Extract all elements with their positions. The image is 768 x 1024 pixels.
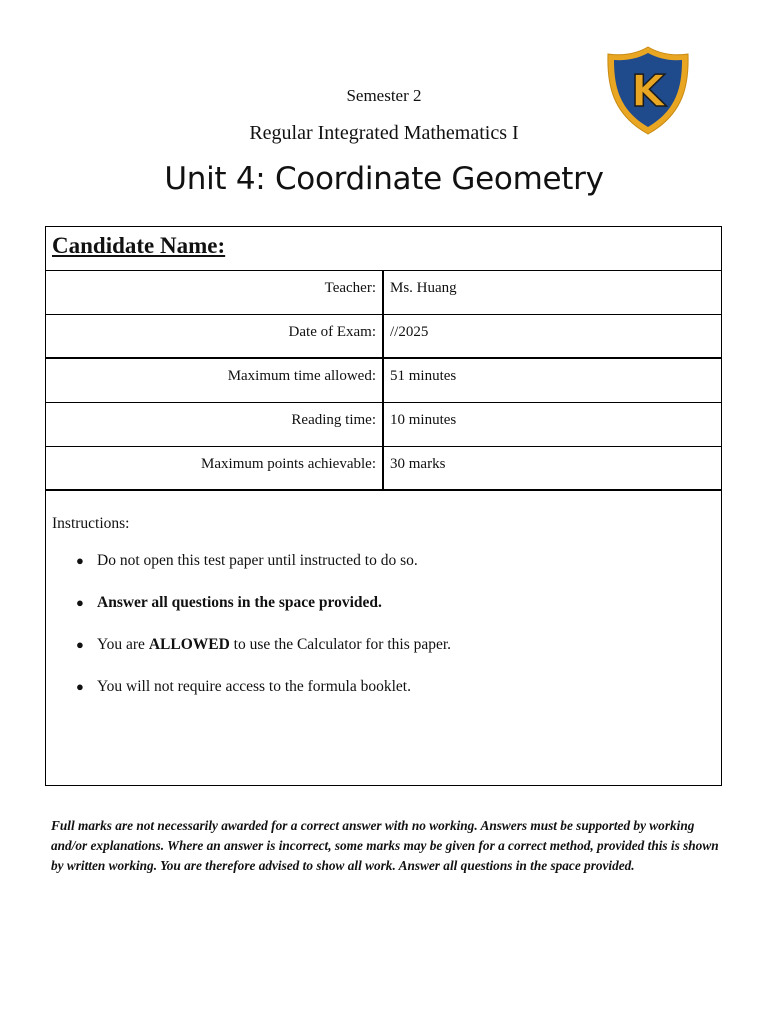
instruction-item: [52, 593, 721, 613]
detail-value: 51 minutes: [390, 368, 457, 384]
detail-row-date: [46, 315, 721, 359]
detail-row-teacher: [46, 271, 721, 315]
instruction-text: Answer all questions in the space provided.: [97, 594, 382, 611]
detail-label: Reading time:: [46, 403, 384, 446]
instruction-item: [52, 635, 721, 655]
instruction-text-emphasis: ALLOWED: [148, 636, 230, 653]
detail-value: 10 minutes: [390, 412, 457, 428]
detail-label: Maximum points achievable:: [46, 447, 384, 489]
course-title: Regular Integrated Mathematics I: [249, 122, 519, 144]
bullet-icon: ●: [76, 679, 84, 694]
logo-letter: K: [630, 66, 666, 117]
instruction-text: You will not require access to the formula booklet.: [97, 678, 411, 695]
detail-value: Ms. Huang: [390, 280, 457, 296]
instructions-list: [52, 551, 721, 697]
instructions-section: [46, 491, 721, 697]
bullet-icon: ●: [76, 595, 84, 610]
unit-title: Unit 4: Coordinate Geometry: [164, 161, 604, 197]
detail-value: //2025: [390, 324, 429, 340]
detail-row-max-points: [46, 447, 721, 491]
instruction-text-after: to use the Calculator for this paper.: [229, 636, 452, 653]
instruction-item: [52, 677, 721, 697]
instruction-text: Do not open this test paper until instructed to do so.: [97, 552, 418, 569]
detail-value: 30 marks: [390, 456, 446, 472]
candidate-name-label: Candidate Name:: [46, 227, 721, 271]
detail-label: Maximum time allowed:: [46, 359, 384, 402]
detail-row-max-time: [46, 359, 721, 403]
detail-label: Teacher:: [46, 271, 384, 314]
bullet-icon: ●: [76, 637, 84, 652]
detail-row-reading-time: [46, 403, 721, 447]
instruction-text-before: You are: [97, 636, 149, 653]
semester-label: Semester 2: [346, 86, 422, 105]
instruction-item: [52, 551, 721, 571]
exam-info-box: [45, 226, 722, 786]
instructions-heading: Instructions:: [52, 515, 130, 532]
detail-label: Date of Exam:: [46, 315, 384, 357]
bullet-icon: ●: [76, 553, 84, 568]
marking-note: Full marks are not necessarily awarded for a correct answer with no working. Answers must be supported by working and/or explanations. Where an answer is incorrect, some marks may be given for a correct method, provided this is shown by written working. You are therefore advised to show all work. Answer all questions in the space provided.: [51, 818, 719, 873]
